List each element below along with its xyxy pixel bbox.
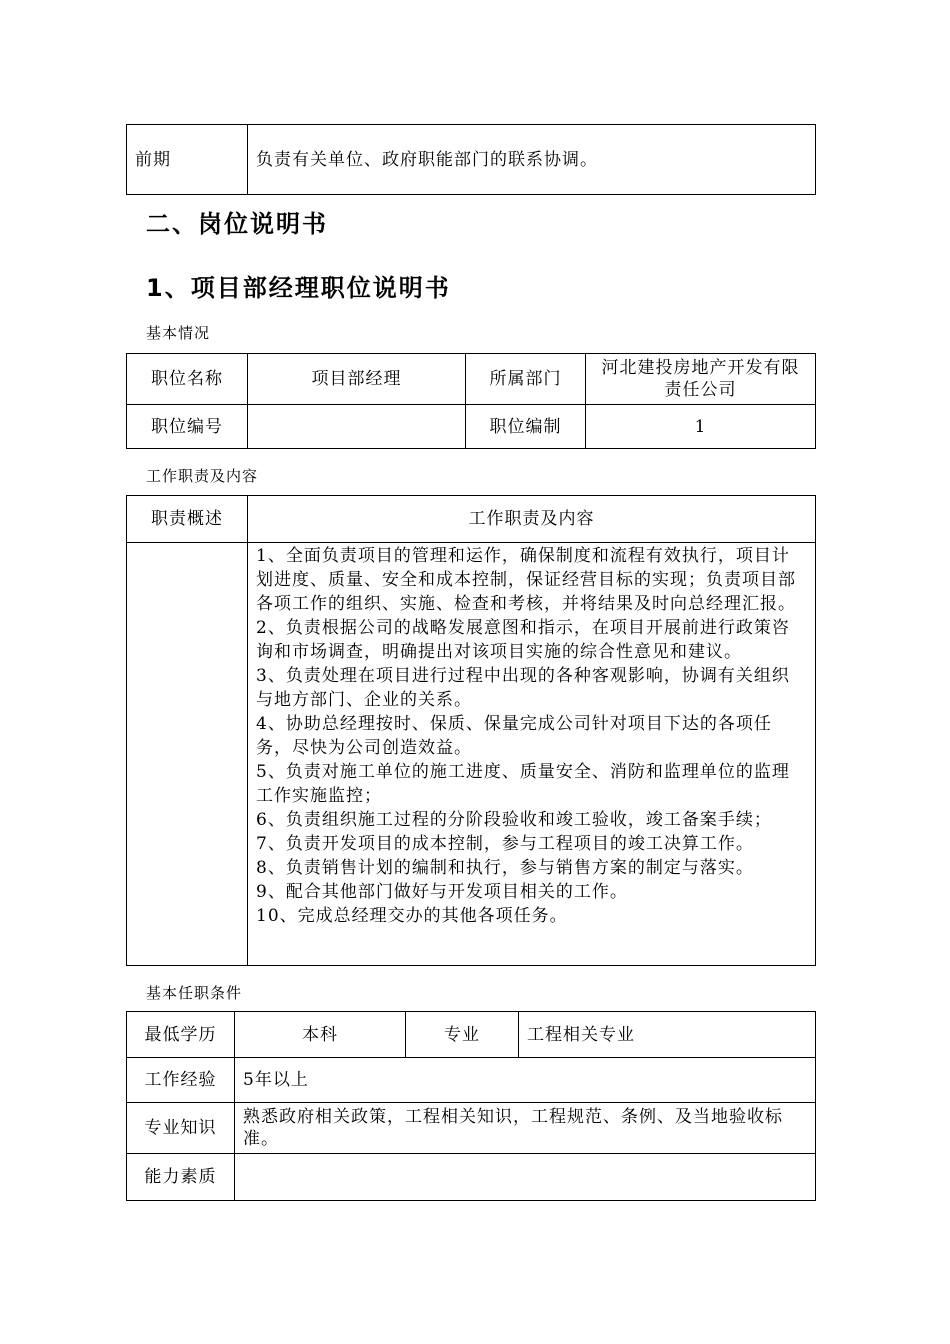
ability-label: 能力素质 [127, 1154, 235, 1201]
ability-value [235, 1154, 816, 1201]
basic-info-caption: 基本情况 [146, 324, 211, 342]
knowledge-label: 专业知识 [127, 1103, 235, 1154]
qualifications-table [126, 1011, 816, 1201]
duty-item: 1、全面负责项目的管理和运作，确保制度和流程有效执行，项目计划进度、质量、安全和成本控制，保证经营目标的实现；负责项目部各项工作的组织、实施、检查和考核，并将结果及时向总经理汇报。 [256, 546, 796, 614]
education-value: 本科 [235, 1012, 406, 1058]
position-code-label: 职位编号 [127, 405, 248, 449]
position-name-label: 职位名称 [127, 354, 248, 405]
duty-item: 4、协助总经理按时、保质、保量完成公司针对项目下达的各项任务，尽快为公司创造效益。 [256, 714, 772, 758]
duty-item: 2、负责根据公司的战略发展意图和指示，在项目开展前进行政策咨询和市场调查，明确提出对该项目实施的综合性意见和建议。 [256, 618, 790, 662]
department-label: 所属部门 [466, 354, 586, 405]
duties-summary-header: 职责概述 [127, 496, 248, 543]
section-heading: 二、岗位说明书 [146, 210, 328, 238]
duty-item: 10、完成总经理交办的其他各项任务。 [256, 906, 568, 926]
top-table-label: 前期 [127, 125, 248, 195]
top-table-content: 负责有关单位、政府职能部门的联系协调。 [248, 125, 816, 195]
experience-label: 工作经验 [127, 1058, 235, 1103]
duty-item: 6、负责组织施工过程的分阶段验收和竣工验收，竣工备案手续； [256, 810, 772, 830]
position-name-value: 项目部经理 [248, 354, 466, 405]
education-label: 最低学历 [127, 1012, 235, 1058]
knowledge-value: 熟悉政府相关政策，工程相关知识，工程规范、条例、及当地验收标准。 [235, 1103, 816, 1154]
duties-content-header: 工作职责及内容 [248, 496, 816, 543]
top-table [126, 124, 816, 195]
duties-caption: 工作职责及内容 [146, 467, 259, 485]
headcount-label: 职位编制 [466, 405, 586, 449]
basic-info-table [126, 353, 816, 449]
duty-item: 5、负责对施工单位的施工进度、质量安全、消防和监理单位的监理工作实施监控； [256, 762, 790, 806]
major-value: 工程相关专业 [519, 1012, 816, 1058]
duty-item: 3、负责处理在项目进行过程中出现的各种客观影响，协调有关组织与地方部门、企业的关系。 [256, 666, 790, 710]
qualifications-caption: 基本任职条件 [146, 984, 243, 1002]
sub-heading: 1、项目部经理职位说明书 [146, 274, 451, 302]
experience-value: 5年以上 [235, 1058, 816, 1103]
duty-item: 9、配合其他部门做好与开发项目相关的工作。 [256, 882, 628, 902]
department-value: 河北建投房地产开发有限责任公司 [586, 354, 816, 405]
major-label: 专业 [406, 1012, 519, 1058]
position-code-value [248, 405, 466, 449]
duties-summary-cell [127, 543, 248, 966]
duty-item: 7、负责开发项目的成本控制，参与工程项目的竣工决算工作。 [256, 834, 754, 854]
duties-list [248, 543, 816, 966]
duty-item: 8、负责销售计划的编制和执行，参与销售方案的制定与落实。 [256, 858, 754, 878]
headcount-value: 1 [586, 405, 816, 449]
duties-table [126, 495, 816, 966]
